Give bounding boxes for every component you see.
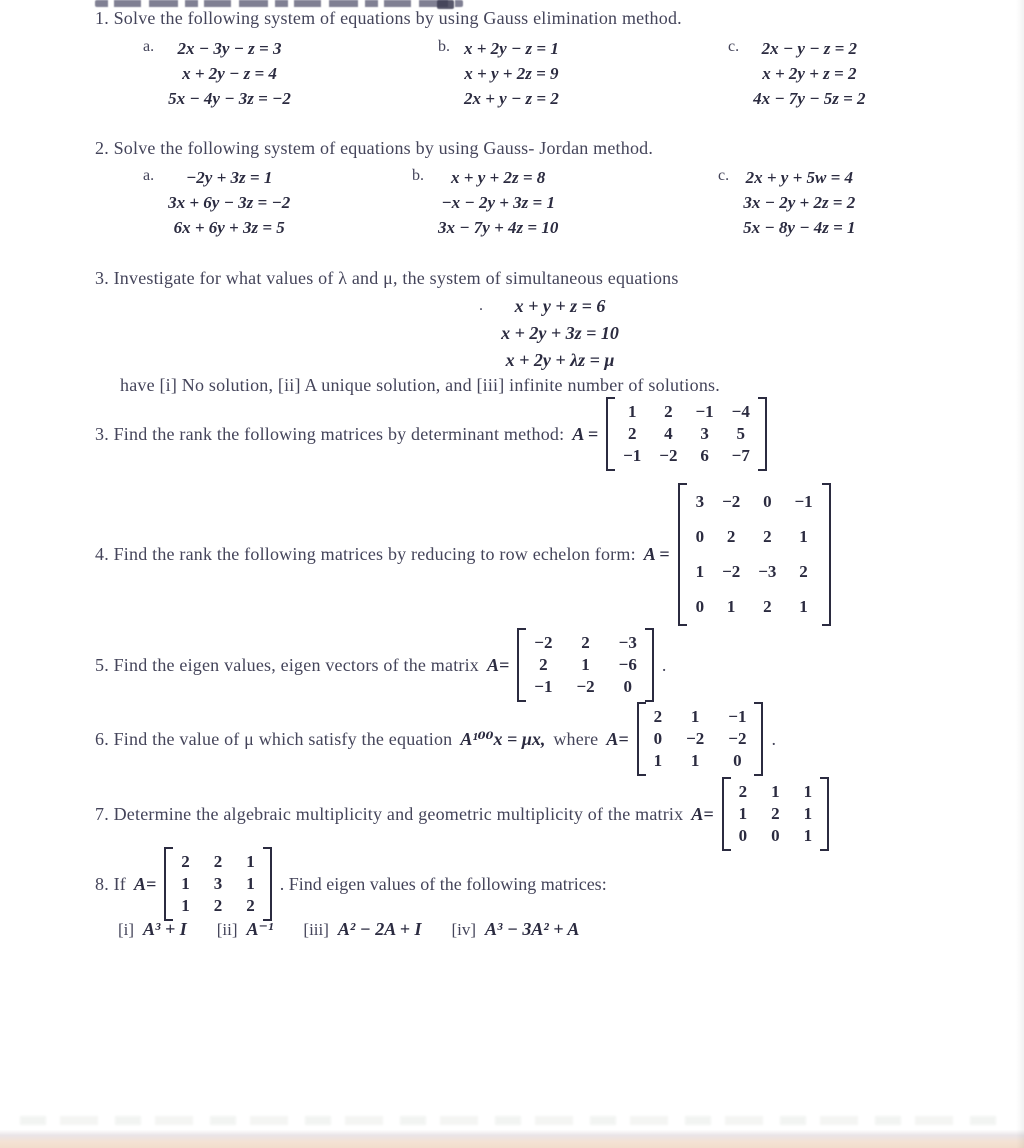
matrix-cell: 2 bbox=[181, 852, 190, 871]
matrix-cell: 2 bbox=[653, 707, 663, 726]
q5-matrix bbox=[517, 628, 654, 702]
q8-suffix: . Find eigen values of the following matrices: bbox=[279, 873, 607, 894]
matrix-cell: −2 bbox=[576, 677, 595, 696]
item-expression: A³ + I bbox=[143, 919, 187, 939]
matrix-cell: 2 bbox=[246, 896, 255, 915]
matrix-variable: A= bbox=[487, 654, 510, 675]
equation: x + 2y + λz = μ bbox=[505, 350, 615, 370]
page-show-through bbox=[20, 1116, 1000, 1125]
q2-group-b bbox=[412, 165, 558, 240]
q1-group-a bbox=[143, 36, 291, 111]
matrix-cell: −6 bbox=[618, 655, 637, 674]
right-bracket bbox=[645, 628, 654, 702]
matrix-cell: 2 bbox=[763, 597, 772, 616]
q2-heading: 2. Solve the following system of equations by using Gauss- Jordan method. bbox=[95, 138, 654, 158]
equation: 3x − 2y + 2z = 2 bbox=[743, 193, 856, 212]
matrix-cell: 1 bbox=[690, 751, 700, 770]
matrix-cell: −1 bbox=[728, 707, 747, 726]
q8-matrix bbox=[164, 847, 272, 921]
q7-text: 7. Determine the algebraic multiplicity and geometric multiplicity of the matrix bbox=[95, 803, 684, 824]
matrix-cell: 1 bbox=[246, 852, 255, 871]
matrix-cell: −3 bbox=[618, 633, 637, 652]
q4-question bbox=[95, 483, 831, 626]
matrix-cell: 1 bbox=[246, 874, 255, 893]
q8-items bbox=[118, 919, 579, 940]
equation: 6x + 6y + 3z = 5 bbox=[173, 218, 285, 237]
q6-equation: A¹⁰⁰x = μx, bbox=[460, 728, 546, 749]
q8-item-iii bbox=[303, 919, 421, 940]
matrix-cell: −2 bbox=[534, 633, 553, 652]
equation: −x − 2y + 3z = 1 bbox=[441, 193, 555, 212]
item-expression: A² − 2A + I bbox=[337, 919, 422, 939]
equation: −2y + 3z = 1 bbox=[186, 168, 273, 187]
item-expression: A³ − 3A² + A bbox=[485, 919, 580, 939]
q6-text2: where bbox=[553, 728, 599, 749]
q2-equations-a bbox=[168, 165, 290, 240]
matrix-cell: −2 bbox=[686, 729, 705, 748]
q6-question bbox=[95, 702, 776, 776]
q3-rank-question bbox=[95, 397, 767, 471]
matrix-cell: 1 bbox=[695, 562, 705, 581]
equation: 2x − y − z = 2 bbox=[761, 39, 858, 58]
matrix-variable: A = bbox=[643, 544, 670, 564]
right-bracket bbox=[263, 847, 272, 921]
q1-heading: 1. Solve the following system of equations by using Gauss elimination method. bbox=[95, 8, 682, 28]
q6-matrix bbox=[637, 702, 764, 776]
left-bracket bbox=[678, 483, 687, 626]
q8-item-ii bbox=[217, 919, 274, 940]
left-bracket bbox=[637, 702, 646, 776]
matrix-cell: 2 bbox=[664, 402, 673, 421]
left-bracket bbox=[722, 777, 731, 851]
q1-label-c: c. bbox=[728, 38, 740, 55]
matrix-cell: 2 bbox=[771, 804, 780, 823]
equation: 2x + y − z = 2 bbox=[464, 89, 559, 108]
matrix-cell: 1 bbox=[771, 782, 780, 801]
q8-item-i bbox=[118, 919, 187, 940]
q6-suffix: . bbox=[771, 728, 776, 749]
matrix-grid bbox=[732, 777, 820, 851]
equation: x + 2y − z = 1 bbox=[464, 39, 559, 58]
matrix-cell: −1 bbox=[794, 492, 813, 511]
matrix-cell: −7 bbox=[731, 446, 750, 465]
matrix-cell: 2 bbox=[581, 633, 590, 652]
q1-equations-a bbox=[168, 36, 291, 111]
matrix-cell: −2 bbox=[722, 492, 741, 511]
item-expression: A⁻¹ bbox=[246, 919, 274, 939]
matrix-cell: −1 bbox=[534, 677, 553, 696]
matrix-grid bbox=[647, 702, 754, 776]
item-label: [ii] bbox=[216, 920, 238, 939]
matrix-cell: −2 bbox=[659, 446, 678, 465]
cropped-previous-line bbox=[95, 0, 463, 7]
matrix-cell: 1 bbox=[738, 804, 748, 823]
matrix-cell: 1 bbox=[803, 826, 813, 845]
left-bracket bbox=[606, 397, 615, 471]
matrix-cell: 2 bbox=[799, 562, 808, 581]
matrix-cell: 2 bbox=[213, 896, 223, 915]
matrix-cell: 3 bbox=[700, 424, 709, 443]
q5-question bbox=[95, 628, 666, 702]
q8-text: 8. If bbox=[95, 873, 126, 894]
equation: 4x − 7y − 5z = 2 bbox=[753, 89, 866, 108]
right-bracket bbox=[754, 702, 763, 776]
q3-rank-matrix bbox=[606, 397, 767, 471]
matrix-cell: −2 bbox=[722, 562, 741, 581]
matrix-cell: 1 bbox=[627, 402, 637, 421]
q8-question bbox=[95, 847, 607, 921]
q1-equations-b bbox=[464, 36, 559, 111]
matrix-variable: A= bbox=[606, 728, 629, 749]
matrix-cell: −1 bbox=[695, 402, 714, 421]
q1-label-a: a. bbox=[143, 38, 155, 55]
matrix-cell: 2 bbox=[213, 852, 223, 871]
q2-group-c bbox=[718, 165, 856, 240]
matrix-grid bbox=[527, 628, 644, 702]
matrix-cell: 1 bbox=[181, 896, 190, 915]
q2-label-c: c. bbox=[718, 167, 730, 184]
q6-text: 6. Find the value of μ which satisfy the equation bbox=[95, 728, 453, 749]
matrix-cell: −1 bbox=[623, 446, 642, 465]
right-bracket bbox=[820, 777, 829, 851]
matrix-grid bbox=[688, 483, 821, 626]
q2-equations-c bbox=[743, 165, 855, 240]
matrix-grid bbox=[174, 847, 262, 921]
left-bracket bbox=[164, 847, 173, 921]
equation: x + y + 2z = 9 bbox=[464, 64, 559, 83]
q1-label-b: b. bbox=[438, 38, 450, 55]
matrix-cell: 0 bbox=[695, 527, 705, 546]
q7-question bbox=[95, 777, 829, 851]
q1-group-c bbox=[728, 36, 866, 111]
matrix-cell: 1 bbox=[799, 527, 808, 546]
item-label: [i] bbox=[118, 920, 135, 939]
right-bracket bbox=[758, 397, 767, 471]
equation: 5x − 4y − 3z = −2 bbox=[168, 89, 291, 108]
equation: x + y + z = 6 bbox=[514, 296, 606, 316]
scan-edge-shadow bbox=[1016, 0, 1024, 1148]
matrix-cell: 0 bbox=[653, 729, 663, 748]
equation: x + 2y − z = 4 bbox=[182, 64, 277, 83]
q8-item-iv bbox=[452, 919, 580, 940]
matrix-grid bbox=[616, 397, 757, 471]
q3-lambda-system bbox=[60, 293, 1024, 374]
matrix-variable: A = bbox=[572, 423, 599, 444]
q3-lambda-heading: 3. Investigate for what values of λ and μ, the system of simultaneous equations bbox=[95, 268, 679, 288]
matrix-cell: 1 bbox=[581, 655, 590, 674]
item-label: [iv] bbox=[451, 920, 477, 939]
left-bracket bbox=[517, 628, 526, 702]
matrix-cell: 2 bbox=[726, 527, 736, 546]
q4-text: 4. Find the rank the following matrices by reducing to row echelon form: bbox=[95, 544, 636, 564]
item-label: [iii] bbox=[303, 920, 329, 939]
matrix-variable: A= bbox=[134, 873, 157, 894]
matrix-cell: 0 bbox=[733, 751, 742, 770]
equation: x + 2y + 3z = 10 bbox=[501, 323, 619, 343]
matrix-cell: 0 bbox=[771, 826, 780, 845]
matrix-variable: A= bbox=[691, 803, 714, 824]
page-bottom-strip bbox=[0, 1130, 1024, 1148]
matrix-cell: 1 bbox=[653, 751, 663, 770]
q5-text: 5. Find the eigen values, eigen vectors of the matrix bbox=[95, 654, 479, 675]
matrix-cell: 0 bbox=[695, 597, 705, 616]
q2-label-a: a. bbox=[143, 167, 155, 184]
matrix-cell: 1 bbox=[181, 874, 190, 893]
matrix-cell: 1 bbox=[803, 782, 813, 801]
matrix-cell: −2 bbox=[728, 729, 747, 748]
q3-lambda-footer: have [i] No solution, [ii] A unique solution, and [iii] infinite number of solutions. bbox=[120, 375, 720, 395]
matrix-cell: 2 bbox=[763, 527, 772, 546]
matrix-cell: 4 bbox=[664, 424, 673, 443]
matrix-cell: 1 bbox=[799, 597, 808, 616]
matrix-cell: 0 bbox=[623, 677, 632, 696]
matrix-cell: 5 bbox=[736, 424, 745, 443]
matrix-cell: −3 bbox=[758, 562, 777, 581]
q7-matrix bbox=[722, 777, 830, 851]
q4-matrix bbox=[678, 483, 831, 626]
q3-rank-text: 3. Find the rank the following matrices by determinant method: bbox=[95, 423, 565, 444]
right-bracket bbox=[822, 483, 831, 626]
matrix-cell: 3 bbox=[213, 874, 223, 893]
equation: 2x + y + 5w = 4 bbox=[745, 168, 854, 187]
equation: 3x + 6y − 3z = −2 bbox=[168, 193, 291, 212]
matrix-cell: 6 bbox=[700, 446, 709, 465]
q1-equations-c bbox=[753, 36, 865, 111]
equation: x + 2y + z = 2 bbox=[762, 64, 857, 83]
matrix-cell: 1 bbox=[726, 597, 736, 616]
matrix-cell: 0 bbox=[763, 492, 772, 511]
matrix-cell: 2 bbox=[539, 655, 548, 674]
matrix-cell: 2 bbox=[627, 424, 637, 443]
matrix-cell: 3 bbox=[695, 492, 705, 511]
matrix-cell: 1 bbox=[690, 707, 700, 726]
q1-group-b bbox=[438, 36, 559, 111]
equation: x + y + 2z = 8 bbox=[451, 168, 546, 187]
q5-suffix: . bbox=[661, 654, 667, 675]
matrix-cell: 0 bbox=[738, 826, 748, 845]
equation: 3x − 7y + 4z = 10 bbox=[438, 218, 559, 237]
equation: 5x − 8y − 4z = 1 bbox=[743, 218, 856, 237]
matrix-cell: 1 bbox=[803, 804, 813, 823]
matrix-cell: −4 bbox=[731, 402, 750, 421]
q2-label-b: b. bbox=[412, 167, 424, 184]
q2-equations-b bbox=[438, 165, 558, 240]
equation: 2x − 3y − z = 3 bbox=[177, 39, 282, 58]
matrix-cell: 2 bbox=[738, 782, 748, 801]
q2-group-a bbox=[143, 165, 290, 240]
stray-dot: . bbox=[479, 297, 483, 314]
